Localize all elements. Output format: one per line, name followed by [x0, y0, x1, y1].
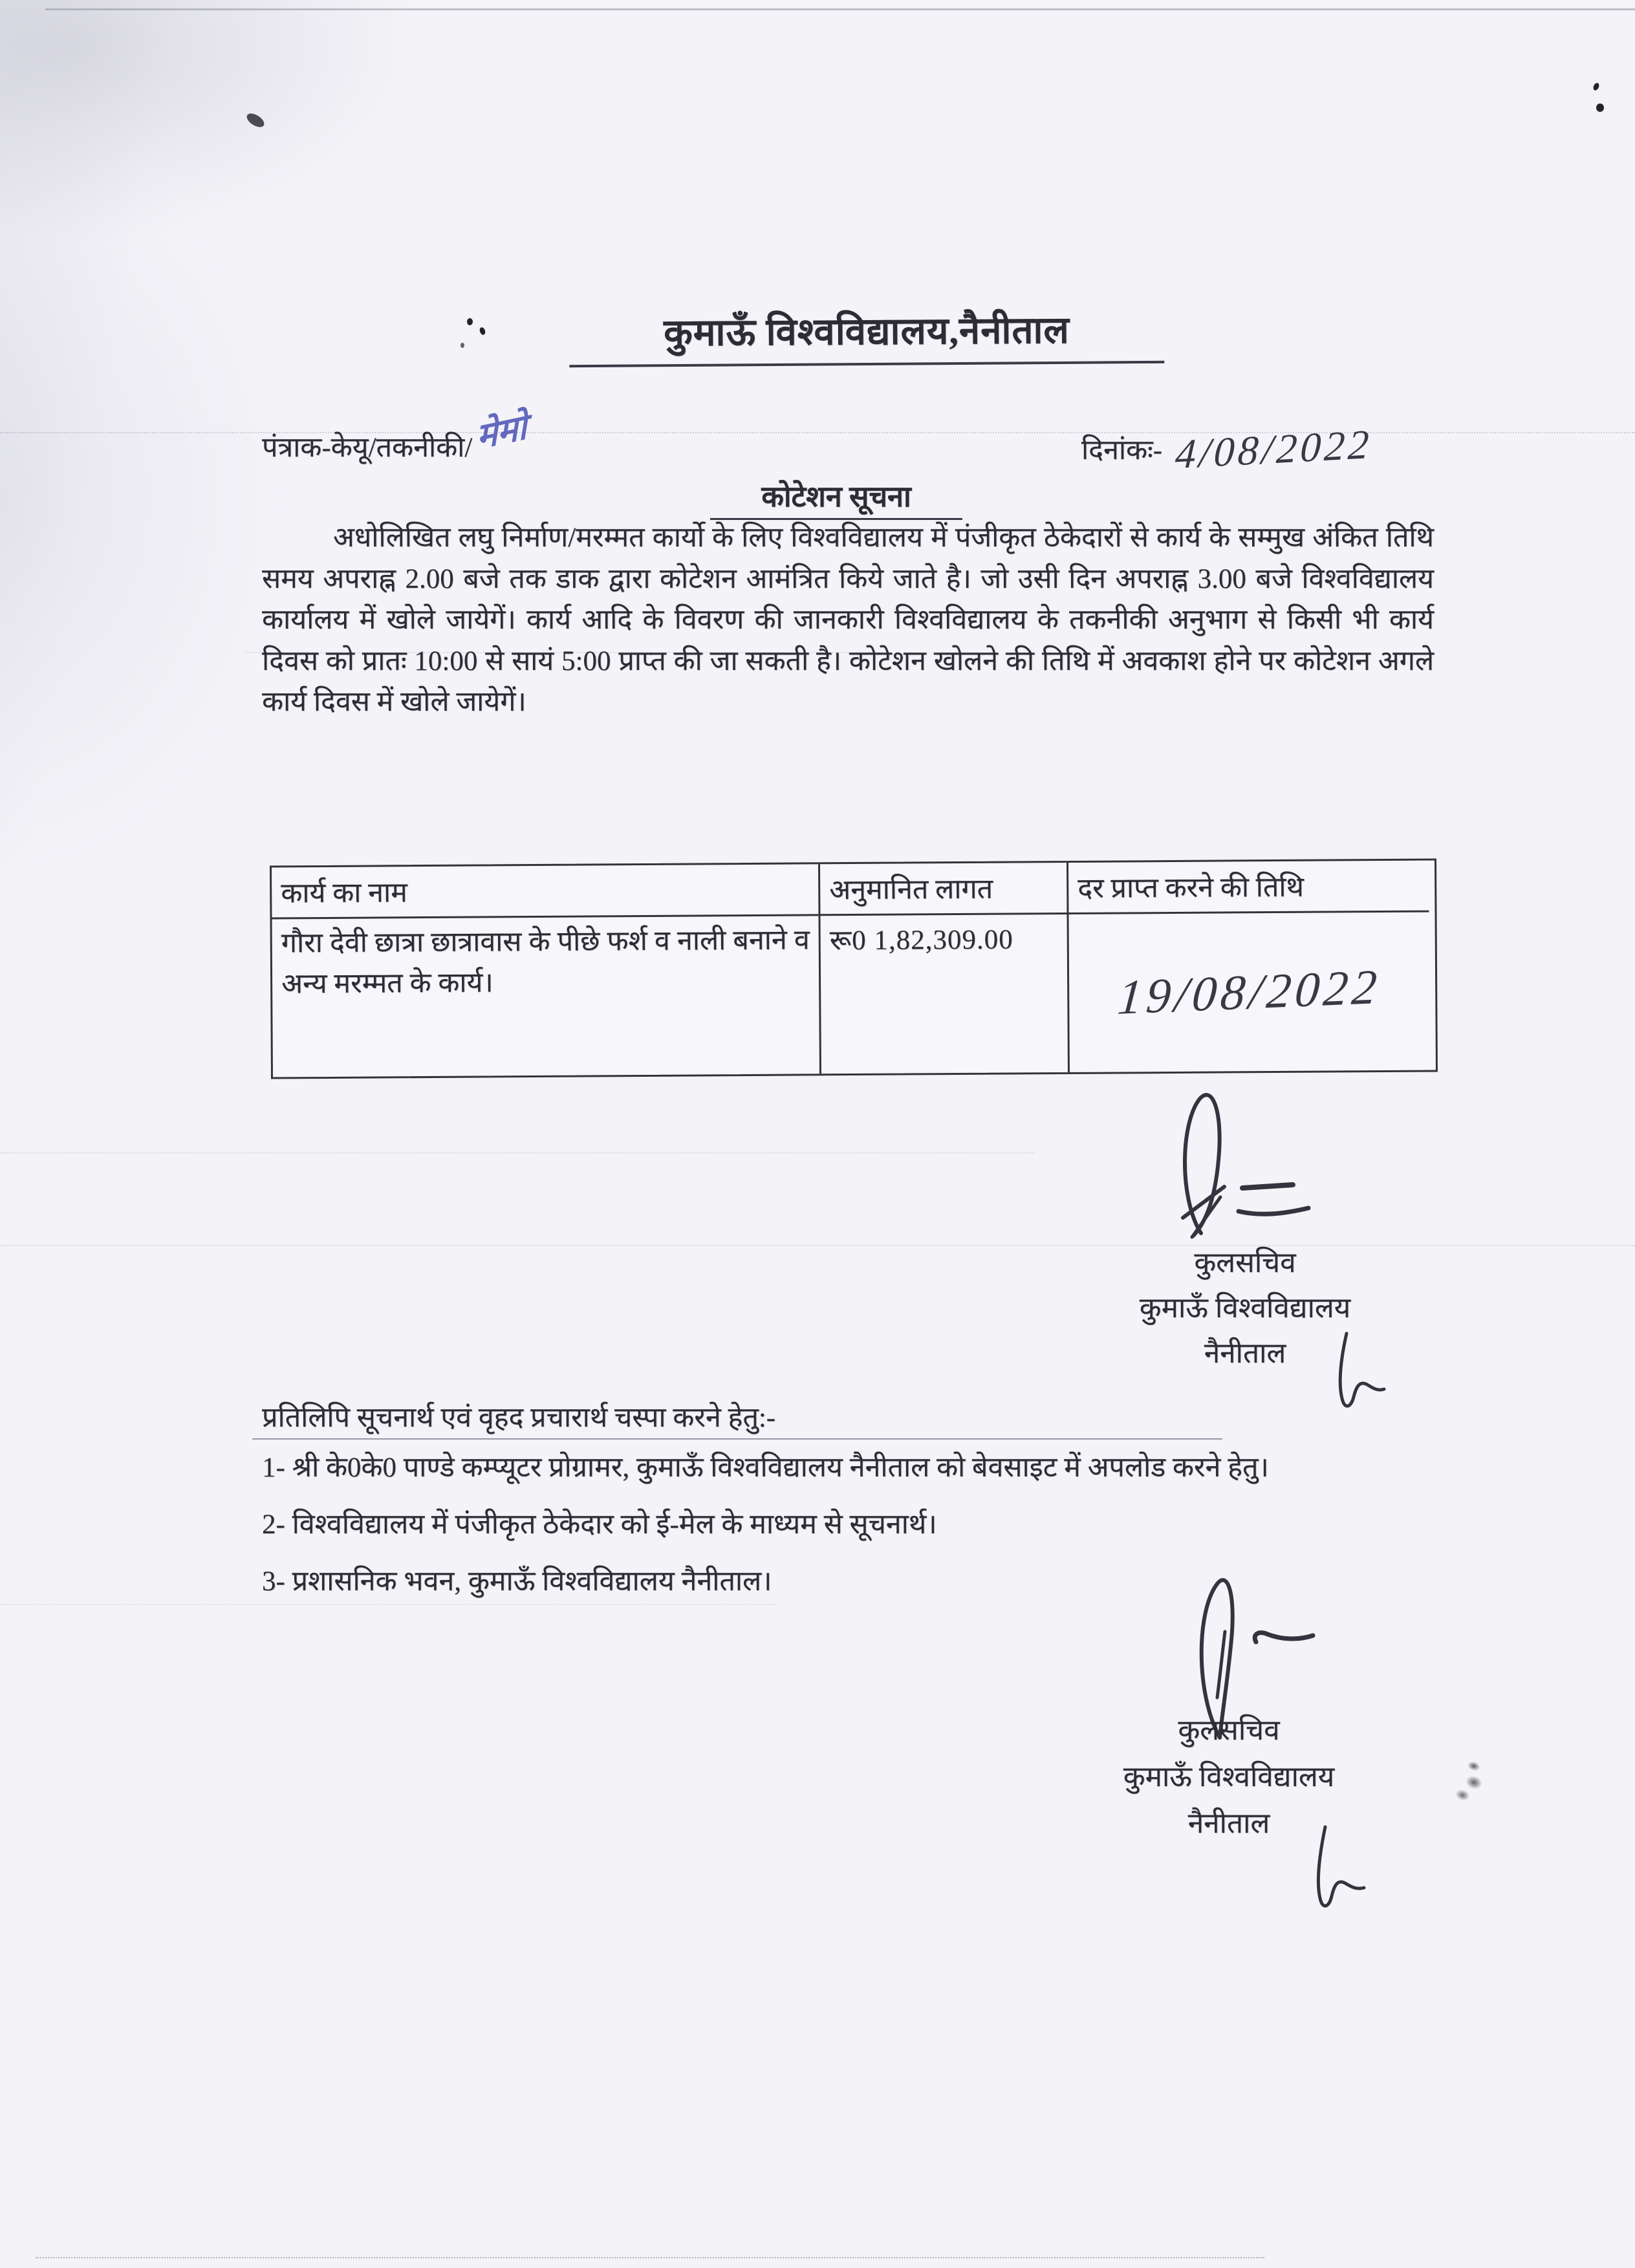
ink-speck — [1592, 82, 1600, 91]
ink-speck — [244, 111, 266, 129]
rate-date-cell — [1067, 913, 1429, 1072]
body-paragraph: अधोलिखित लघु निर्माण/मरम्मत कार्यो के लिए विश्वविद्यालय में पंजीकृत ठेकेदारों से कार्य के सम्मुख अंकित तिथि समय अपराह्न 2.00 बजे तक डाक द्वारा कोटेशन आमंत्रित किये जाते है। जो उसी दिन अपराह्न 3.00 बजे विश्वविद्यालय कार्यालय में खोले जायेगें। कार्य आदि के विवरण की जानकारी विश्वविद्यालय के तकनीकी अनुभाग से किसी भी कार्य दिवस को प्रातः 10:00 से सायं 5:00 प्राप्त की जा सकती है। कोटेशन खोलने की तिथि में अवकाश होने पर कोटेशन अगले कार्य दिवस में खोले जायेगें। — [262, 523, 1434, 717]
quotation-table — [270, 858, 1438, 1079]
registrar-title: कुलसचिव — [1194, 1247, 1296, 1279]
signature-flourish-bottom — [1303, 1820, 1387, 1917]
notice-heading: कोटेशन सूचना — [710, 476, 962, 520]
ruled-line — [36, 2257, 1264, 2258]
place-name: नैनीताल — [1187, 1808, 1270, 1839]
registrar-title: कुलसचिव — [1178, 1714, 1280, 1746]
page-title: कुमाऊँ विश्वविद्यालय,नैनीताल — [569, 302, 1165, 367]
place-name: नैनीताल — [1204, 1337, 1286, 1369]
scan-edge-line — [45, 8, 1635, 10]
signature-flourish-top — [1327, 1326, 1405, 1416]
copy-item-1: 1- श्री के0के0 पाण्डे कम्प्यूटर प्रोग्रामर, कुमाऊँ विश्वविद्यालय नैनीताल को बेवसाइट में अपलोड करने हेतु। — [262, 1453, 1269, 1483]
registrar-signature-top — [1161, 1090, 1342, 1251]
copy-heading-underline — [252, 1438, 1222, 1440]
university-name: कुमाऊँ विश्वविद्यालय — [1139, 1292, 1351, 1324]
work-name-cell: गौरा देवी छात्रा छात्रावास के पीछे फर्श व नाली बनाने व अन्य मरम्मत के कार्य। — [281, 925, 810, 1000]
handwritten-rate-date: 19/08/2022 — [1116, 959, 1383, 1025]
ink-speck — [460, 343, 464, 348]
ink-smudge — [1445, 1750, 1497, 1820]
estimated-cost-cell: रू0 1,82,309.00 — [819, 914, 1068, 1074]
handwritten-ref-addition: मेमो — [475, 407, 528, 457]
ink-speck — [467, 318, 473, 325]
handwritten-date: 4/08/2022 — [1174, 420, 1374, 478]
table-header-estimated-cost: अनुमानित लागत — [818, 863, 1067, 916]
copy-item-3: 3- प्रशासनिक भवन, कुमाऊँ विश्वविद्यालय नैनीताल। — [262, 1566, 772, 1597]
table-header-work-name: कार्य का नाम — [272, 864, 818, 919]
copy-section-heading: प्रतिलिपि सूचनार्थ एवं वृहद प्रचारार्थ चस्पा करने हेतु:- — [262, 1403, 776, 1433]
ink-speck — [1596, 103, 1604, 112]
date-line — [1081, 420, 1374, 478]
ink-speck — [479, 327, 486, 336]
copy-item-2: 2- विश्वविद्यालय में पंजीकृत ठेकेदार को ई-मेल के माध्यम से सूचनार्थ। — [262, 1509, 937, 1540]
ruled-line — [0, 432, 1635, 433]
ruled-line — [0, 1152, 1035, 1154]
ref-number-label: पंत्राक-केयू/तकनीकी/ — [262, 433, 473, 463]
ruled-line — [0, 1604, 776, 1605]
date-label: दिनांकः- — [1081, 435, 1163, 466]
ref-number-line — [262, 407, 528, 467]
table-header-rate-date: दर प्राप्त करने की तिथि — [1067, 861, 1429, 914]
university-name: कुमाऊँ विश्वविद्यालय — [1123, 1761, 1335, 1793]
